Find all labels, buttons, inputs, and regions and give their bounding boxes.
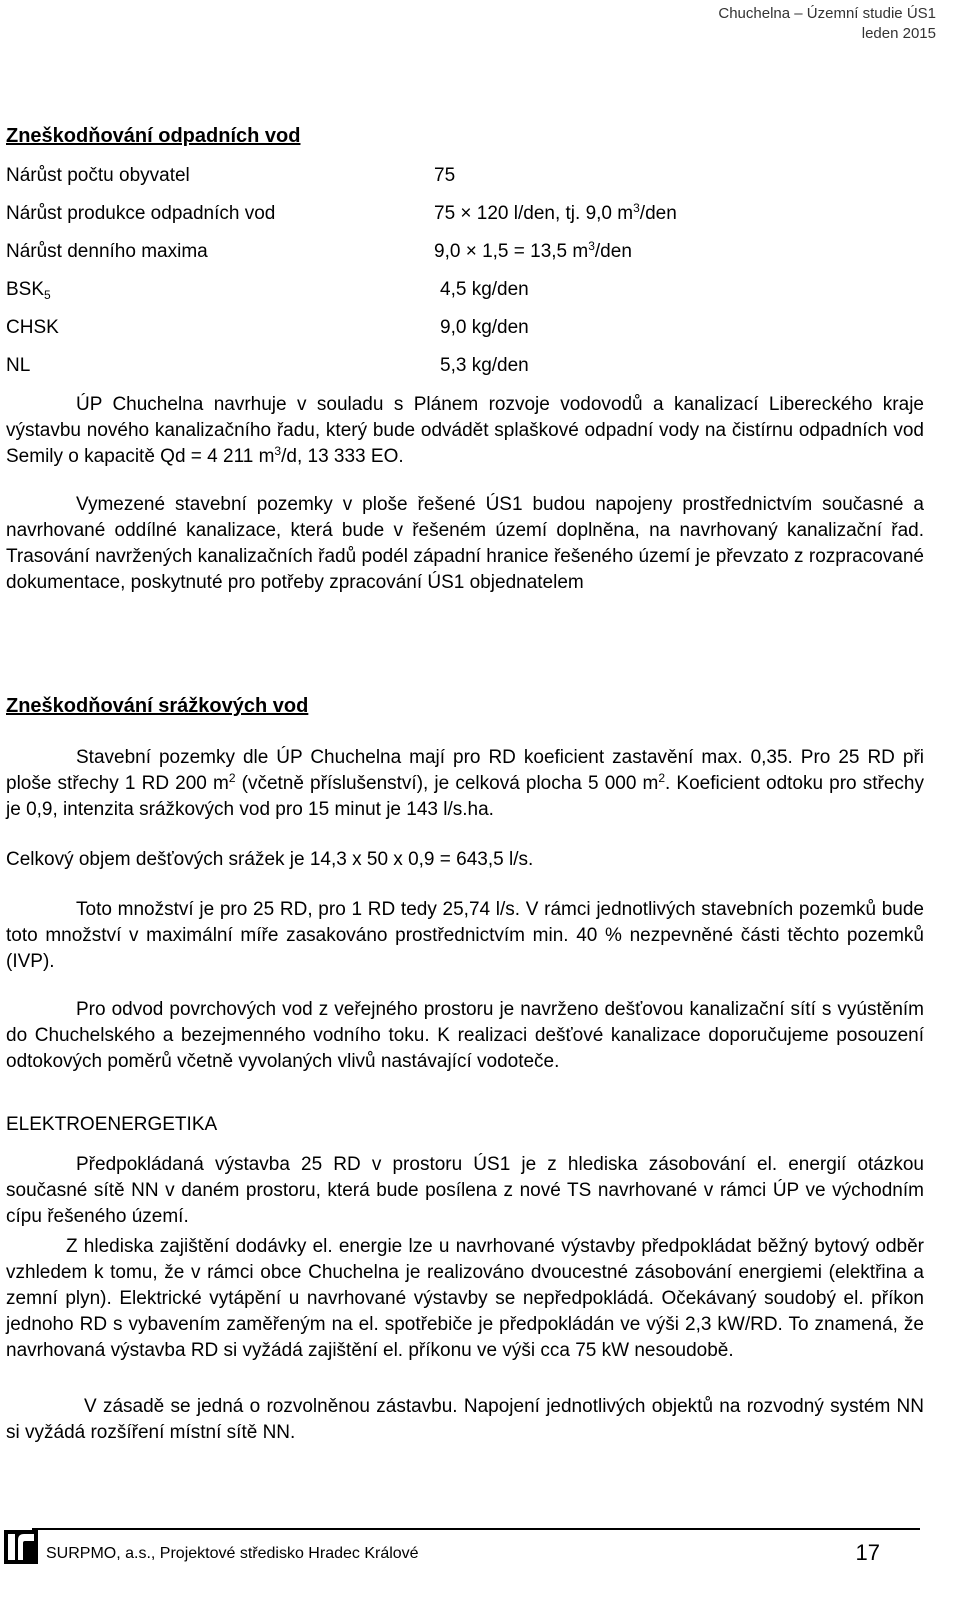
row-value-bsk: 4,5 kg/den [440,279,529,300]
paragraph-rain-2: Celkový objem dešťových srážek je 14,3 x 50 x 0,9 = 643,5 l/s. [6,849,534,870]
paragraph-waste-1: ÚP Chuchelna navrhuje v souladu s Plánem rozvoje vodovodů a kanalizací Libereckého kraje výstavbu nového kanalizačního řadu, který bude odvádět splaškové odpadní vody na čistírnu odpadních vod Semily o kapacitě Qd = 4 211 $m^3/d$, 13 333 EO. [6,394,924,467]
heading-rain-water: Zneškodňování srážkových vod [6,695,309,717]
paragraph-rain-3: Toto množství je pro 25 RD, pro 1 RD tedy 25,74 l/s. V rámci jednotlivých stavebních pozemků bude toto množství v maximální míře zasakováno prostřednictvím min. 40 % nezpevněné části těchto pozemků (IVP). [6,899,924,972]
document-date: leden 2015 [861,25,936,42]
row-value-daily-max: 9,0 × 1,5 = 13,5 $m^3$/den [434,239,632,262]
row-value-chsk: 9,0 kg/den [440,317,529,338]
page-number: 17 [855,1540,880,1565]
row-label-nl: NL [6,355,31,376]
heading-waste-water: Zneškodňování odpadních vod [6,125,301,147]
row-value-waste-production: 75 × 120 l/den, tj. 9,0 $m^3$/den [434,201,677,224]
row-label-waste-production: Nárůst produkce odpadních vod [6,203,276,224]
row-label-bsk: $BSK_5$ [6,279,51,302]
paragraph-energy-2: Z hlediska zajištění dodávky el. energie lze u navrhované výstavby předpokládat běžný bytový odběr vzhledem k tomu, že v rámci obce Chuchelna je realizováno dvoucestné zásobování energiemi (elektřina a zemní plyn). Elektrické vytápění u navrhované výstavby se nepředpokládá. Očekávaný soudobý el. příkon jednoho RD s vybavením zaměřeným na el. spotřebiče je předpokládán ve výši 2,3 kW/RD. To znamená, že navrhovaná výstavba RD si vyžádá zajištění el. příkonu ve výši cca 75 kW nesoudobě. [6,1236,924,1361]
paragraph-rain-4: Pro odvod povrchových vod z veřejného prostoru je navrženo dešťovou kanalizační sítí s vyústěním do Chuchelského a bezejmenného vodního toku. K realizaci dešťové kanalizace doporučujeme posouzení odtokových poměrů včetně vyvolaných vlivů nastávající vodoteče. [6,999,924,1072]
row-label-daily-max: Nárůst denního maxima [6,241,208,262]
paragraph-energy-3: V zásadě se jedná o rozvolněnou zástavbu. Napojení jednotlivých objektů na rozvodný systém NN si vyžádá rozšíření místní sítě NN. [6,1396,924,1443]
row-value-nl: 5,3 kg/den [440,355,529,376]
document-title: Chuchelna – Územní studie ÚS1 [718,5,936,22]
row-label-population: Nárůst počtu obyvatel [6,165,190,186]
row-value-population: 75 [434,165,456,186]
paragraph-waste-2: Vymezené stavební pozemky v ploše řešené ÚS1 budou napojeny prostřednictvím současné a navrhované oddílné kanalizace, která bude v řešeném území doplněna, na navrhovaný kanalizační řad. Trasování navržených kanalizačních řadů podél západní hranice řešeného území je převzato z rozpracované dokumentace, poskytnuté pro potřeby zpracování ÚS1 objednatelem [6,494,924,593]
heading-electro-energetics: ELEKTROENERGETIKA [6,1114,218,1135]
footer-company: SURPMO, a.s., Projektové středisko Hradec Králové [46,1545,419,1562]
paragraph-rain-1: Stavební pozemky dle ÚP Chuchelna mají pro RD koeficient zastavění max. 0,35. Pro 25 RD při ploše střechy 1 RD 200 $m^2$ (včetně příslušenství), je celková plocha 5 000 $m^2$. Koeficient odtoku pro střechy je 0,9, intenzita srážkových vod pro 15 minut je 143 l/s.ha. [6,747,924,820]
row-label-chsk: CHSK [6,317,59,338]
paragraph-energy-1: Předpokládaná výstavba 25 RD v prostoru ÚS1 je z hlediska zásobování el. energií otázkou současné sítě NN v daném prostoru, která bude posílena z nové TS navrhované v rámci ÚP ve východním cípu řešeného území. [6,1154,924,1227]
footer-rule [32,1528,920,1530]
surpmo-logo-icon [4,1530,38,1564]
